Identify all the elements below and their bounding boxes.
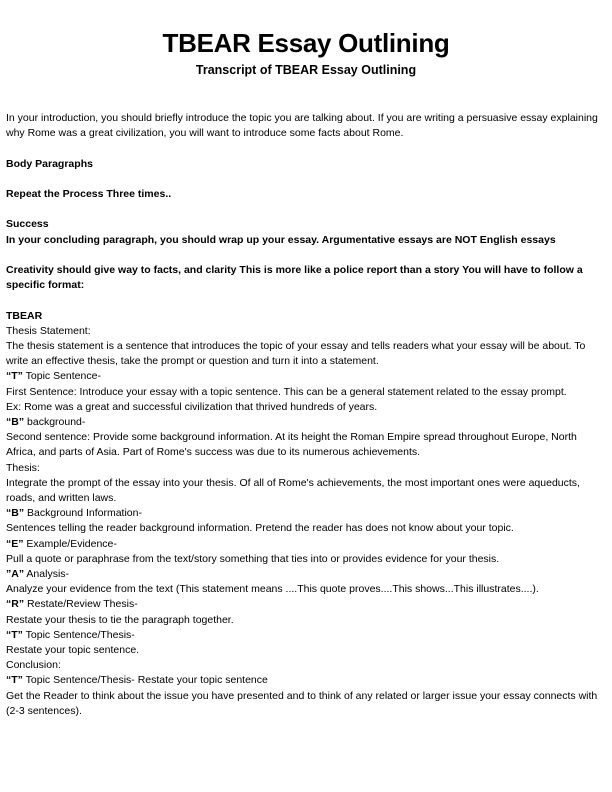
first-sentence-text: First Sentence: Introduce your essay with a topic sentence. This can be a general statement related to the essay prompt. <box>6 385 567 398</box>
document-body <box>6 111 606 719</box>
restate-topic-text: Restate your topic sentence. <box>6 644 140 657</box>
tbear-heading: TBEAR <box>6 309 43 322</box>
conclusion-note: In your concluding paragraph, you should wrap up your essay. Argumentative essays are NOT English essays <box>6 233 556 246</box>
second-sentence-text: Second sentence: Provide some background information. At its height the Roman Empire spread throughout Europe, North Africa, and parts of Asia. Part of Rome's success was due to its numerous achievements. <box>6 431 577 459</box>
intro-paragraph: In your introduction, you should briefly introduce the topic you are talking about. If you are writing a persuasive essay explaining why Rome was a great civilization, you will want to introduce some facts about Rome. <box>6 112 598 140</box>
conclusion-label: Conclusion: <box>6 659 61 672</box>
thesis-label: Thesis Statement: <box>6 324 91 337</box>
background-heading: “B” background- <box>6 415 86 428</box>
example-text: Ex: Rome was a great and successful civilization that thrived hundreds of years. <box>6 400 378 413</box>
letter-e: “E” <box>6 537 24 550</box>
thesis2-text: Integrate the prompt of the essay into your thesis. Of all of Rome's achievements, the most important ones were aqueducts, roads, and written laws. <box>6 476 580 504</box>
analysis-text: Analyze your evidence from the text (This statement means ....This quote proves....This shows...This illustrates....). <box>6 583 539 596</box>
thesis2-label: Thesis: <box>6 461 40 474</box>
letter-b: “B” <box>6 415 25 428</box>
topic-sentence-heading: “T” Topic Sentence- <box>6 370 101 383</box>
restate-text: Restate your thesis to tie the paragraph together. <box>6 613 234 626</box>
letter-t: “T” <box>6 370 23 383</box>
letter-t: “T” <box>6 674 23 687</box>
evidence-text: Pull a quote or paraphrase from the text/story something that ties into or provides evidence for your thesis. <box>6 552 500 565</box>
background-info-heading: “B” Background Information- <box>6 507 142 520</box>
letter-b: “B” <box>6 507 25 520</box>
background-info-text: Sentences telling the reader background information. Pretend the reader has does not know about your topic. <box>6 522 514 535</box>
letter-a: ”A” <box>6 568 25 581</box>
restate-heading: “R” Restate/Review Thesis- <box>6 598 138 611</box>
success-heading: Success <box>6 218 49 231</box>
conclusion-topic-heading: “T” Topic Sentence/Thesis- Restate your topic sentence <box>6 674 268 687</box>
letter-t: “T” <box>6 628 23 641</box>
evidence-heading: “E” Example/Evidence- <box>6 537 117 550</box>
creativity-note: Creativity should give way to facts, and clarity This is more like a police report than a story You will have to follow a specific format: <box>6 263 583 292</box>
final-text: Get the Reader to think about the issue you have presented and to think of any related or larger issue your essay connects with (2-3 sentences). <box>6 689 598 717</box>
page-subtitle: Transcript of TBEAR Essay Outlining <box>195 63 417 77</box>
repeat-note: Repeat the Process Three times.. <box>6 187 172 200</box>
page-title: TBEAR Essay Outlining <box>162 28 450 58</box>
analysis-heading: ”A” Analysis- <box>6 568 70 581</box>
letter-r: “R” <box>6 598 25 611</box>
body-paragraphs-heading: Body Paragraphs <box>6 157 93 170</box>
thesis-text: The thesis statement is a sentence that introduces the topic of your essay and tells readers what your essay will be about. To write an effective thesis, take the prompt or question and turn it into a statement. <box>6 339 586 368</box>
topic-thesis-heading: “T” Topic Sentence/Thesis- <box>6 628 135 641</box>
